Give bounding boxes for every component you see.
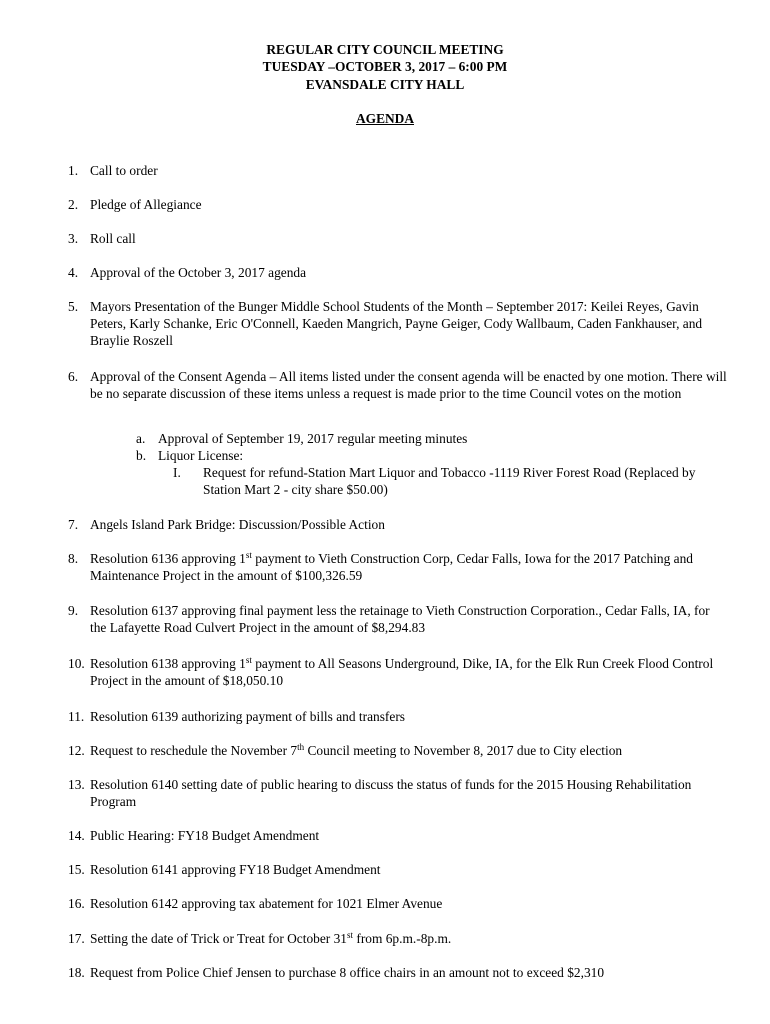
item-text: Resolution 6140 setting date of public hearing to discuss the status of funds for the 2015 Housing Rehabilitation Program — [90, 777, 692, 809]
item-text: Resolution 6142 approving tax abatement for 1021 Elmer Avenue — [90, 896, 443, 911]
item-number: 12. — [68, 743, 85, 758]
item-text: Resolution 6136 approving 1st payment to Vieth Construction Corp, Cedar Falls, Iowa for the 2017 Patching and Maintenance Project in the amount of $100,326.59 — [90, 550, 693, 583]
item-text: Pledge of Allegiance — [90, 197, 202, 212]
item-text: Angels Island Park Bridge: Discussion/Possible Action — [90, 517, 385, 532]
item-number: 1. — [68, 163, 79, 178]
item-number: 2. — [68, 197, 79, 212]
item-text: Setting the date of Trick or Treat for October 31st from 6p.m.-8p.m. — [90, 930, 452, 946]
item-number: 5. — [68, 299, 79, 314]
item-number: 13. — [68, 777, 85, 792]
item-number: 4. — [68, 265, 79, 280]
item-text: Roll call — [90, 231, 136, 246]
subitem-text: Approval of September 19, 2017 regular meeting minutes — [158, 431, 468, 446]
item-number: 11. — [68, 709, 85, 724]
subitem-text: Liquor License: — [158, 448, 244, 463]
item-number: 10. — [68, 656, 85, 671]
subitem-text: Request for refund-Station Mart Liquor and Tobacco -1119 River Forest Road (Replaced by Station Mart 2 - city share $50.00) — [203, 465, 696, 497]
meeting-location: EVANSDALE CITY HALL — [305, 77, 465, 92]
agenda-heading: AGENDA — [355, 111, 415, 126]
item-number: 16. — [68, 896, 85, 911]
item-text: Request to reschedule the November 7th Council meeting to November 8, 2017 due to City election — [90, 742, 623, 758]
item-number: 9. — [68, 603, 79, 618]
item-text: Resolution 6138 approving 1st payment to All Seasons Underground, Dike, IA, for the Elk Run Creek Flood Control Project in the amount of $18,050.10 — [90, 655, 714, 688]
item-number: 15. — [68, 862, 85, 877]
item-number: 3. — [68, 231, 79, 246]
meeting-title: REGULAR CITY COUNCIL MEETING — [266, 42, 504, 57]
subitem-numeral: I. — [173, 465, 181, 480]
item-text: Resolution 6139 authorizing payment of bills and transfers — [90, 709, 405, 724]
item-number: 17. — [68, 931, 85, 946]
item-text: Approval of the October 3, 2017 agenda — [90, 265, 307, 280]
item-number: 8. — [68, 551, 79, 566]
item-number: 6. — [68, 369, 79, 384]
item-number: 14. — [68, 828, 85, 843]
item-number: 18. — [68, 965, 85, 980]
item-text: Public Hearing: FY18 Budget Amendment — [90, 828, 320, 843]
item-text: Request from Police Chief Jensen to purchase 8 office chairs in an amount not to exceed $2,310 — [90, 965, 605, 980]
item-text: Resolution 6141 approving FY18 Budget Amendment — [90, 862, 381, 877]
item-text: Call to order — [90, 163, 158, 178]
subitem-letter: a. — [136, 431, 146, 446]
item-text: Mayors Presentation of the Bunger Middle School Students of the Month – September 2017: Keilei Reyes, Gavin Peters, Karly Schanke, Eric O'Connell, Kaeden Mangrich, Payne Geiger, Cody Wallbaum, Caden Fankhauser, and Braylie Roszell — [90, 299, 703, 348]
item-text: Approval of the Consent Agenda – All items listed under the consent agenda will be enacted by one motion. There will be no separate discussion of these items unless a request is made prior to the time Council votes on the motion — [90, 369, 727, 401]
item-text: Resolution 6137 approving final payment less the retainage to Vieth Construction Corporation., Cedar Falls, IA, for the Lafayette Road Culvert Project in the amount of $8,294.83 — [90, 603, 710, 635]
meeting-datetime: TUESDAY –OCTOBER 3, 2017 – 6:00 PM — [262, 59, 508, 74]
item-number: 7. — [68, 517, 79, 532]
subitem-letter: b. — [136, 448, 147, 463]
